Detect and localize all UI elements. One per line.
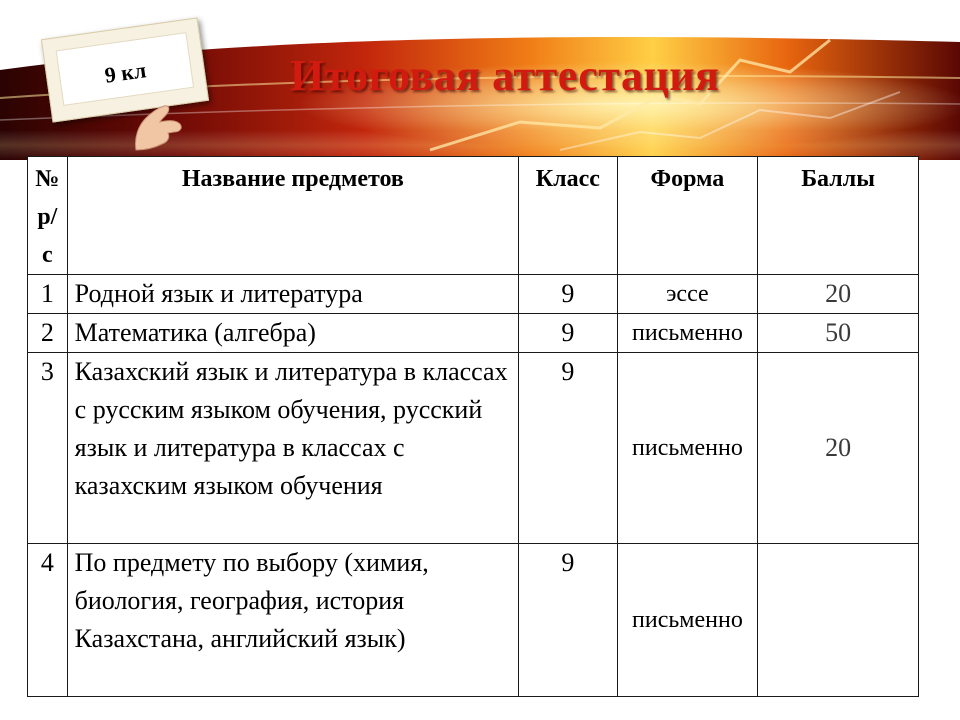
row-subject: Математика (алгебра)	[67, 314, 518, 353]
table-header-row	[28, 157, 919, 275]
row-form: письменно	[617, 353, 757, 544]
row-points	[758, 544, 919, 697]
row-subject: Казахский язык и литература в классах с русским языком обучения, русский язык и литература в классах с казахским языком обучения	[67, 353, 518, 544]
exam-table	[27, 156, 919, 697]
sticky-note-label: 9 кл	[103, 57, 148, 88]
row-points: 50	[758, 314, 919, 353]
header-name: Название предметов	[67, 157, 518, 275]
table-row	[28, 275, 919, 314]
sticky-note-paper	[56, 32, 195, 106]
page-title: Итоговая аттестация	[290, 51, 720, 100]
row-points: 20	[758, 353, 919, 544]
row-num: 1	[28, 275, 68, 314]
hand-icon	[128, 102, 198, 152]
header-points: Баллы	[758, 157, 919, 275]
row-form: письменно	[617, 314, 757, 353]
row-num: 3	[28, 353, 68, 544]
row-subject: Родной язык и литература	[67, 275, 518, 314]
row-form: письменно	[617, 544, 757, 697]
header-num: № р/ с	[28, 157, 68, 275]
row-subject: По предмету по выбору (химия, биология, география, история Казахстана, английский язык)	[67, 544, 518, 697]
row-num: 2	[28, 314, 68, 353]
header-class: Класс	[519, 157, 618, 275]
header-form: Форма	[617, 157, 757, 275]
table-row	[28, 314, 919, 353]
row-class: 9	[519, 314, 618, 353]
row-class: 9	[519, 544, 618, 697]
table-row	[28, 353, 919, 544]
row-form: эссе	[617, 275, 757, 314]
table-row	[28, 544, 919, 697]
row-num: 4	[28, 544, 68, 697]
row-class: 9	[519, 275, 618, 314]
row-class: 9	[519, 353, 618, 544]
row-points: 20	[758, 275, 919, 314]
